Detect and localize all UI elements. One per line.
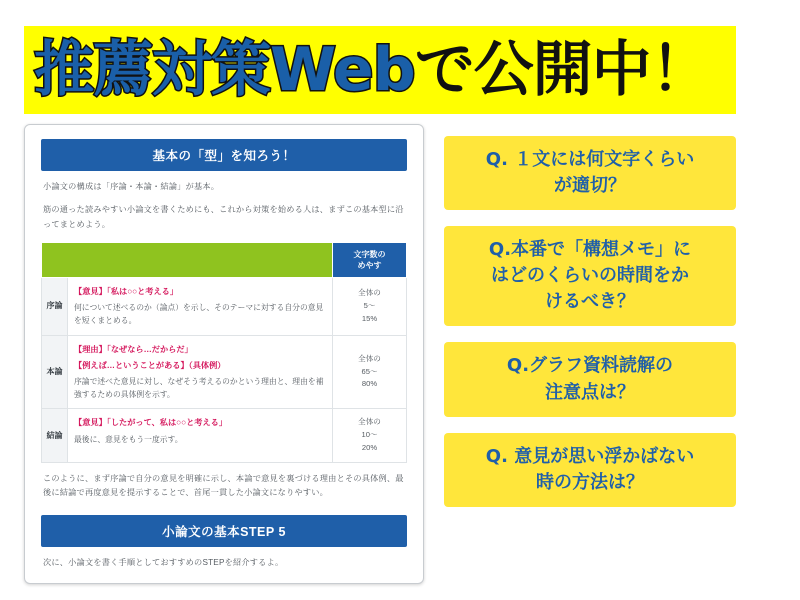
table-header-blank <box>42 243 333 278</box>
question-card-3-line1: Q.グラフ資料読解の <box>506 355 674 377</box>
header-banner <box>24 26 736 114</box>
row-count-joron-line2: 5～ <box>363 300 376 310</box>
row-heading-honron-line1: 【理由】「なぜなら…だからだ」 <box>74 344 193 354</box>
section-heading-step5: 小論文の基本STEP 5 <box>41 515 407 547</box>
question-card-1-line1: Q. １文には何文字くらい <box>485 149 695 170</box>
question-list <box>444 136 736 523</box>
table-header-count-line2: めやす <box>357 261 382 271</box>
intro-paragraph-line1: 小論文の構成は「序論・本論・結論」が基本。 <box>43 182 220 191</box>
row-text-honron: 序論で述べた意見に対し、なぜそう考えるのかという理由と、理由を補強するための具体例を示す。 <box>74 376 324 400</box>
question-card-1-line2: が適切？ <box>554 175 626 197</box>
question-card-4-line2: 時の方法は？ <box>536 471 644 493</box>
table-header-row <box>42 243 407 278</box>
question-card-3[interactable] <box>444 342 736 416</box>
question-card-4-line1: Q. 意見が思い浮かばない <box>485 445 695 467</box>
row-label-joron: 序論 <box>42 278 68 336</box>
row-count-ketsuron-line3: 20% <box>361 443 378 453</box>
document-preview-panel[interactable] <box>24 124 424 584</box>
question-card-2-line1: Q.本番で「構想メモ」に <box>488 239 692 261</box>
row-count-honron-line1: 全体の <box>358 353 381 363</box>
row-count-joron-line3: 15% <box>361 313 378 323</box>
page-title-secondary: で公開中！ <box>414 35 710 105</box>
row-text-ketsuron: 最後に、意見をもう一度示す。 <box>74 434 183 444</box>
row-count-ketsuron-line2: 10～ <box>361 430 378 440</box>
row-count-honron-line3: 80% <box>361 379 378 389</box>
row-body-joron <box>68 278 333 336</box>
row-count-joron <box>333 278 407 336</box>
question-card-2-line3: けるべき？ <box>545 291 635 313</box>
question-card-2-line2: はどのくらいの時間をか <box>491 265 689 287</box>
row-body-honron <box>68 335 333 409</box>
page-title-primary: 推薦対策Web <box>34 35 415 105</box>
row-count-honron <box>333 335 407 409</box>
row-heading-honron-line2: 【例えば…ということがある】（具体例） <box>74 360 226 370</box>
row-label-honron: 本論 <box>42 335 68 409</box>
row-count-ketsuron-line1: 全体の <box>358 417 381 427</box>
structure-table <box>41 242 407 463</box>
row-text-joron: 何について述べるのか（論点）を示し、そのテーマに対する自分の意見を短くまとめる。 <box>74 303 324 326</box>
question-card-1[interactable] <box>444 136 736 210</box>
section-heading-basic-type: 基本の「型」を知ろう！ <box>41 139 407 171</box>
table-header-count-line1: 文字数の <box>353 249 386 259</box>
table-row <box>42 335 407 409</box>
question-card-4[interactable] <box>444 433 736 507</box>
row-heading-joron: 【意見】「私は○○と考える」 <box>74 287 179 297</box>
row-heading-ketsuron: 【意見】「したがって、私は○○と考える」 <box>74 418 228 428</box>
table-row <box>42 409 407 463</box>
row-label-ketsuron: 結論 <box>42 409 68 463</box>
intro-paragraph-line2: 筋の通った読みやすい小論文を書くためにも、これから対策を始める人は、まずこの基本型に沿ってまとめよう。 <box>43 205 404 229</box>
outro-paragraph: このように、まず序論で自分の意見を明確に示し、本論で意見を裏づける理由とその具体例、最後に結論で再度意見を提示することで、首尾一貫した小論文になりやすい。 <box>43 474 404 498</box>
row-body-ketsuron <box>68 409 333 463</box>
table-header-count <box>333 243 407 278</box>
question-card-2[interactable] <box>444 226 736 326</box>
row-count-joron-line1: 全体の <box>358 287 381 297</box>
table-row <box>42 278 407 336</box>
row-count-ketsuron <box>333 409 407 463</box>
page-title <box>34 35 710 105</box>
question-card-3-line2: 注意点は？ <box>545 381 635 403</box>
row-count-honron-line2: 65～ <box>361 366 378 376</box>
step5-paragraph: 次に、小論文を書く手順としておすすめのSTEPを紹介するよ。 <box>43 557 284 567</box>
